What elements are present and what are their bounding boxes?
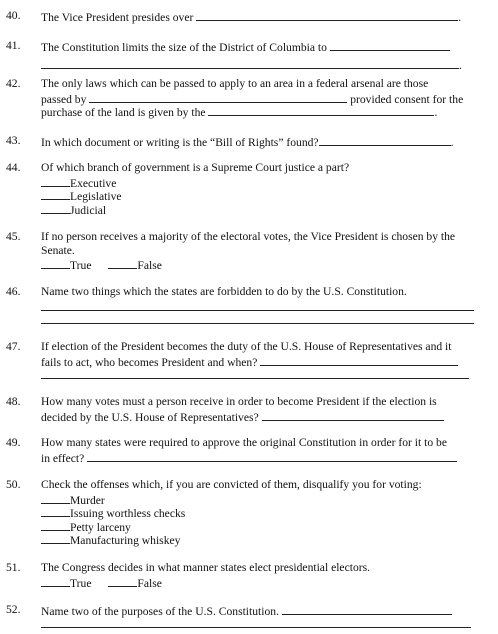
question-text: If no person receives a majority of the electoral votes, the Vice President is chosen by the	[41, 230, 456, 243]
question-number: 47.	[6, 340, 21, 353]
answer-line[interactable]	[41, 378, 469, 379]
answer-blank[interactable]	[87, 450, 457, 462]
answer-blank[interactable]	[89, 91, 347, 103]
question-number: 42.	[6, 77, 21, 90]
question-number: 48.	[6, 395, 21, 408]
question-text: Senate.	[41, 243, 75, 257]
question-number: 49.	[6, 436, 21, 449]
checkbox-blank[interactable]	[108, 575, 137, 587]
question-text: fails to act, who becomes President and when?	[41, 355, 258, 369]
option-label: Issuing worthless checks	[70, 507, 186, 521]
question-text: Check the offenses which, if you are convicted of them, disqualify you for voting:	[41, 478, 422, 491]
question-text: purchase of the land is given by the	[41, 106, 206, 120]
answer-blank[interactable]	[196, 9, 458, 21]
period: .	[459, 58, 462, 72]
option-label: False	[137, 576, 162, 590]
question-number: 46.	[6, 285, 21, 298]
answer-blank[interactable]	[260, 354, 458, 366]
question-text: provided consent for the	[350, 92, 464, 106]
question-number: 51.	[6, 561, 21, 574]
checkbox-blank[interactable]	[41, 532, 70, 544]
answer-line[interactable]	[41, 310, 474, 311]
option-label: Judicial	[70, 203, 107, 217]
option-label: Executive	[70, 176, 117, 190]
option-label: Legislative	[70, 190, 122, 204]
option-label: Murder	[70, 493, 105, 507]
question-text: The Congress decides in what manner states elect presidential electors.	[41, 561, 371, 574]
option-label: True	[70, 259, 92, 273]
question-text: Name two of the purposes of the U.S. Constitution.	[41, 605, 279, 618]
question-number: 43.	[6, 134, 21, 147]
answer-blank[interactable]	[330, 39, 450, 51]
question-number: 40.	[6, 9, 21, 22]
option-label: Petty larceny	[70, 520, 131, 534]
answer-blank[interactable]	[262, 409, 444, 421]
checkbox-blank[interactable]	[41, 188, 70, 200]
question-text: How many votes must a person receive in order to become President if the election is	[41, 395, 437, 408]
question-text: If election of the President becomes the duty of the U.S. House of Representatives and it	[41, 340, 452, 353]
period: .	[434, 106, 438, 120]
period: .	[450, 136, 454, 149]
answer-blank[interactable]	[319, 134, 451, 146]
question-text: In which document or writing is the “Bill of Rights” found?	[41, 136, 319, 149]
option-label: False	[137, 259, 162, 273]
question-number: 41.	[6, 39, 21, 52]
question-number: 52.	[6, 603, 21, 616]
question-number: 50.	[6, 478, 21, 491]
question-text: The only laws which can be passed to apply to an area in a federal arsenal are those	[41, 77, 429, 90]
question-text: decided by the U.S. House of Representatives?	[41, 410, 259, 424]
checkbox-blank[interactable]	[41, 575, 70, 587]
question-text: Name two things which the states are forbidden to do by the U.S. Constitution.	[41, 285, 407, 298]
period: .	[458, 11, 462, 24]
checkbox-blank[interactable]	[41, 519, 70, 531]
checkbox-blank[interactable]	[41, 175, 70, 187]
checkbox-blank[interactable]	[108, 257, 137, 269]
question-text: passed by	[41, 92, 87, 106]
question-number: 45.	[6, 230, 21, 243]
checkbox-blank[interactable]	[41, 202, 70, 214]
option-label: Manufacturing whiskey	[70, 534, 181, 548]
question-text: The Vice President presides over	[41, 11, 194, 24]
answer-line[interactable]	[41, 323, 474, 324]
question-number: 44.	[6, 161, 21, 174]
question-text: How many states were required to approve the original Constitution in order for it to be	[41, 436, 448, 449]
answer-line[interactable]	[41, 627, 471, 628]
option-label: True	[70, 576, 92, 590]
answer-blank[interactable]	[41, 57, 459, 69]
question-text: Of which branch of government is a Supreme Court justice a part?	[41, 161, 350, 174]
checkbox-blank[interactable]	[41, 257, 70, 269]
checkbox-blank[interactable]	[41, 492, 70, 504]
answer-blank[interactable]	[282, 603, 452, 615]
question-text: in effect?	[41, 451, 85, 465]
question-text: The Constitution limits the size of the District of Columbia to	[41, 41, 327, 54]
checkbox-blank[interactable]	[41, 505, 70, 517]
answer-blank[interactable]	[208, 104, 434, 116]
